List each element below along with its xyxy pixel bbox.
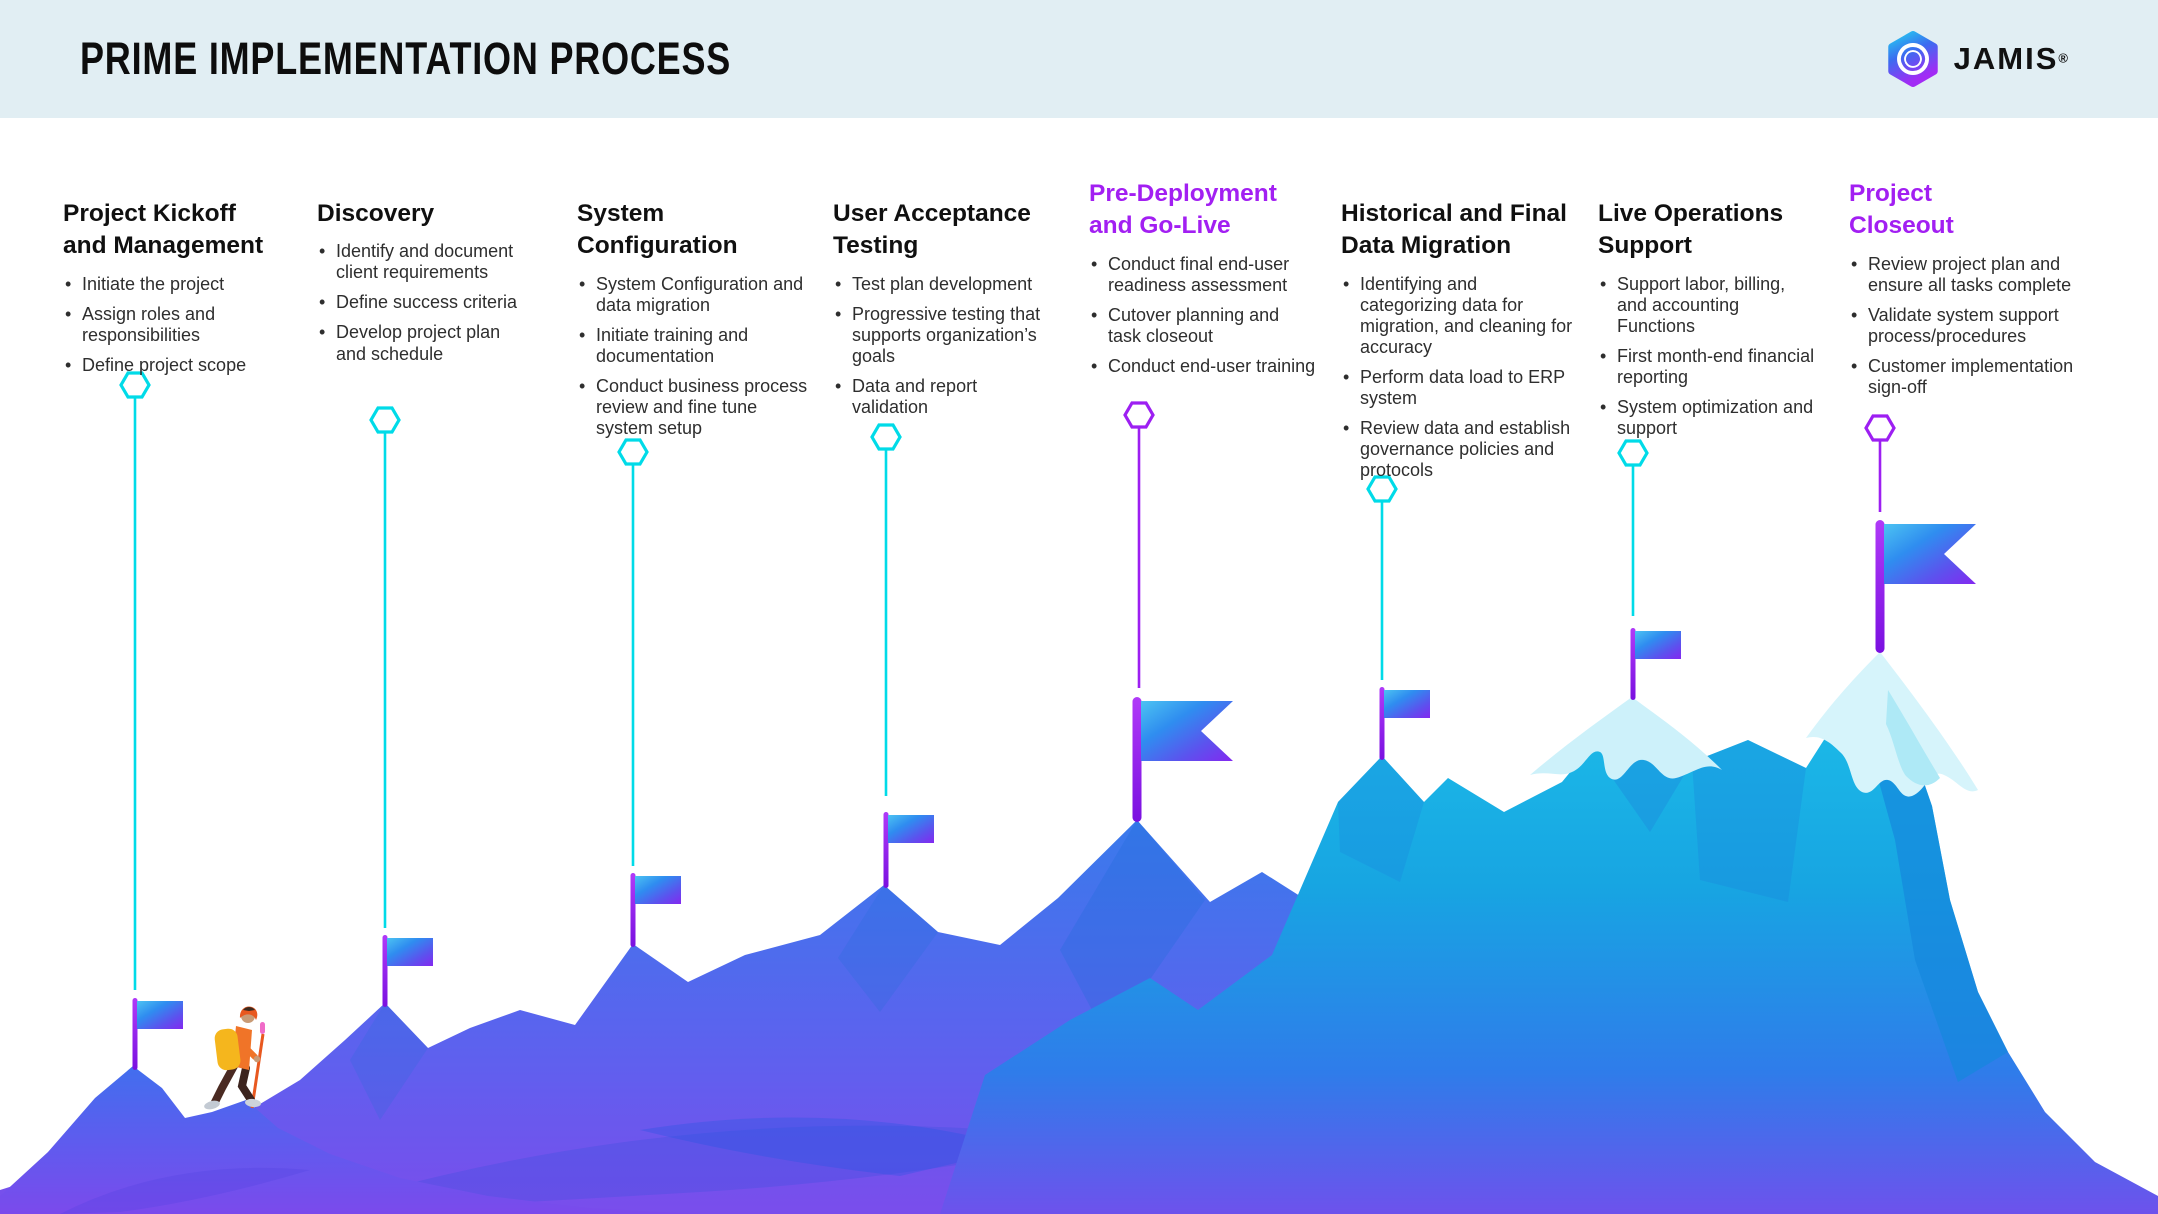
climber-icon [203, 1006, 265, 1110]
bullet-item: • Review project plan and ensure all tasks complete [1849, 254, 2087, 296]
bullet-item: • Cutover planning and task closeout [1089, 305, 1317, 347]
bullet-item: • First month-end financial reporting [1598, 346, 1818, 388]
milestone-hexagon-icon [371, 408, 399, 432]
bullet-item: • Define project scope [63, 355, 268, 376]
milestone-hexagon-icon [872, 425, 900, 449]
stage-bullets [1341, 274, 1573, 481]
snow-cap-icon [1530, 697, 1722, 780]
stage-title: Project Closeout [1849, 180, 1954, 240]
stage-bullets [63, 274, 268, 376]
flag-icon [133, 998, 184, 1070]
bullet-item: • Conduct final end-user readiness assessment [1089, 254, 1317, 296]
stage-bullets [577, 274, 817, 439]
stage-column-historical-data-migration [1341, 198, 1573, 490]
bullet-item: • Review data and establish governance policies and protocols [1341, 418, 1573, 481]
bullet-item: • Data and report validation [833, 376, 1048, 418]
stage-title: Live Operations Support [1598, 200, 1784, 260]
bullet-item: • Develop project plan and schedule [317, 322, 532, 364]
bullet-item: • Define success criteria [317, 292, 532, 313]
flag-icon [884, 812, 935, 888]
stage-column-live-operations-support [1598, 198, 1818, 448]
flag-icon [383, 935, 434, 1007]
flag-icon [1380, 687, 1431, 760]
page-title: PRIME IMPLEMENTATION PROCESS [80, 33, 732, 84]
flag-icon [631, 873, 682, 947]
bullet-item: • Identifying and categorizing data for migration, and cleaning for accuracy [1341, 274, 1573, 358]
bullet-item: • Test plan development [833, 274, 1048, 295]
brand-name: JAMIS® [1953, 41, 2068, 76]
stage-bullets [1849, 254, 2087, 398]
bullet-item: • System optimization and support [1598, 397, 1818, 439]
stage-title: System Configuration [577, 200, 738, 260]
stage-column-discovery [317, 198, 532, 374]
bullet-item: • Assign roles and responsibilities [63, 304, 268, 346]
flag-icon [1876, 520, 1977, 653]
bullet-item: • Perform data load to ERP system [1341, 367, 1573, 409]
bullet-item: • Progressive testing that supports organization’s goals [833, 304, 1048, 367]
stage-column-project-closeout [1849, 178, 2087, 407]
milestone-hexagon-icon [1866, 416, 1894, 440]
bullet-item: • Support labor, billing, and accounting Functions [1598, 274, 1818, 337]
stage-title: Historical and Final Data Migration [1341, 200, 1567, 260]
stage-column-pre-deployment-go-live [1089, 178, 1317, 386]
stage-title: User Acceptance Testing [833, 200, 1031, 260]
bullet-item: • Conduct end-user training [1089, 356, 1317, 377]
stage-bullets [1598, 274, 1818, 439]
stage-bullets [833, 274, 1048, 418]
stage-title: Pre-Deployment and Go-Live [1089, 180, 1277, 240]
bullet-item: • System Configuration and data migration [577, 274, 817, 316]
stage-bullets [317, 241, 532, 364]
stage-column-project-kickoff [63, 198, 268, 385]
bullet-item: • Initiate training and documentation [577, 325, 817, 367]
bullet-item: • Customer implementation sign-off [1849, 356, 2087, 398]
milestone-hexagon-icon [1125, 403, 1153, 427]
stage-title: Project Kickoff and Management [63, 200, 264, 260]
flag-icon [1631, 628, 1682, 700]
bullet-item: • Initiate the project [63, 274, 268, 295]
stage-column-user-acceptance-testing [833, 198, 1048, 427]
bullet-item: • Identify and document client requirements [317, 241, 532, 283]
flag-icon [1133, 697, 1234, 822]
bullet-item: • Conduct business process review and fine tune system setup [577, 376, 817, 439]
stage-column-system-configuration [577, 198, 817, 448]
stage-title: Discovery [317, 200, 435, 227]
bullet-item: • Validate system support process/procedures [1849, 305, 2087, 347]
stage-bullets [1089, 254, 1317, 377]
